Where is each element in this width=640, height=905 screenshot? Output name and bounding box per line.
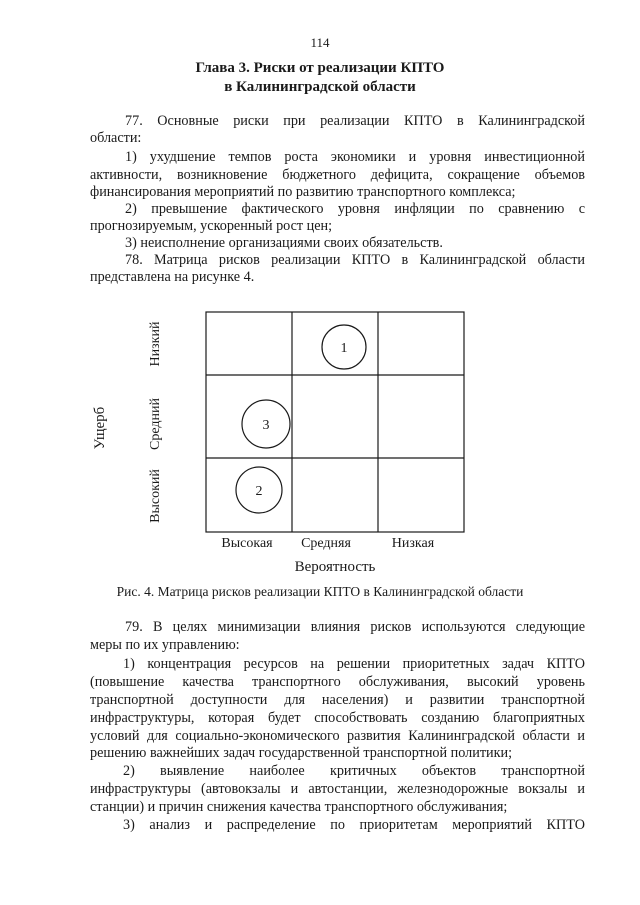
row-label-low: Низкий bbox=[148, 321, 163, 367]
x-axis-title: Вероятность bbox=[294, 559, 376, 575]
figure-caption: Рис. 4. Матрица рисков реализации КПТО в Калининградской области bbox=[116, 584, 524, 599]
measure-item-2-line: 2) выявление наиболее критичных объектов транспортной bbox=[123, 763, 585, 779]
risk-1-label: 1 bbox=[340, 341, 348, 356]
paragraph-78-line: 78. Матрица рисков реализации КПТО в Калининградской области bbox=[125, 252, 585, 268]
risk-2-label: 2 bbox=[255, 484, 263, 499]
col-label-medium: Средняя bbox=[301, 536, 351, 551]
chapter-title-line-1: Глава 3. Риски от реализации КПТО bbox=[195, 60, 445, 76]
measure-item-1-line: инфраструктуры, которая будет способствовать созданию благоприятных bbox=[90, 710, 585, 726]
row-label-medium: Средний bbox=[148, 398, 163, 450]
measure-item-2-line: станции) и причин снижения качества транспортного обслуживания; bbox=[90, 799, 508, 815]
risk-item-1-line: активности, возникновение бюджетного дефицита, сокращение объемов bbox=[90, 167, 585, 183]
y-axis-title: Ущерб bbox=[92, 406, 108, 450]
matrix-grid bbox=[206, 312, 464, 532]
measure-item-1-line: решению важнейших задач государственной транспортной политики; bbox=[90, 745, 513, 761]
measure-item-1-line: условий для социально-экономического развития Калининградской области и bbox=[90, 728, 585, 744]
page-number: 114 bbox=[310, 35, 330, 50]
row-label-high: Высокий bbox=[148, 469, 163, 523]
col-label-high: Высокая bbox=[221, 536, 273, 551]
col-label-low: Низкая bbox=[391, 536, 435, 551]
paragraph-77-line: 77. Основные риски при реализации КПТО в Калининградской bbox=[125, 113, 585, 129]
chapter-title-line-2: в Калининградской области bbox=[224, 79, 416, 95]
risk-item-1-line: 1) ухудшение темпов роста экономики и уровня инвестиционной bbox=[125, 149, 585, 165]
measure-item-1-line: (повышение качества транспортного обслуживания, высокий уровень bbox=[90, 674, 585, 690]
risk-item-2-line: прогнозируемым, ускоренный рост цен; bbox=[90, 218, 333, 234]
paragraph-79-line: 79. В целях минимизации влияния рисков используются следующие bbox=[125, 619, 585, 635]
measure-item-1-line: 1) концентрация ресурсов на решении приоритетных задач КПТО bbox=[123, 656, 585, 672]
risk-item-1-line: финансирования мероприятий по развитию транспортного комплекса; bbox=[90, 184, 516, 200]
measure-item-2-line: инфраструктуры (автовокзалы и автостанции, железнодорожные вокзалы и bbox=[90, 781, 585, 797]
measure-item-1-line: транспортной доступности для населения) и развитии транспортной bbox=[90, 692, 585, 708]
risk-item-3-line: 3) неисполнение организациями своих обязательств. bbox=[125, 235, 443, 251]
measure-item-3-line: 3) анализ и распределение по приоритетам мероприятий КПТО bbox=[123, 817, 585, 833]
matrix-border bbox=[206, 312, 464, 532]
paragraph-77-line: области: bbox=[90, 130, 142, 146]
paragraph-78-line: представлена на рисунке 4. bbox=[90, 269, 255, 285]
risk-item-2-line: 2) превышение фактического уровня инфляции по сравнению с bbox=[125, 201, 585, 217]
risk-3-label: 3 bbox=[262, 418, 270, 433]
paragraph-79-line: меры по их управлению: bbox=[90, 637, 240, 653]
